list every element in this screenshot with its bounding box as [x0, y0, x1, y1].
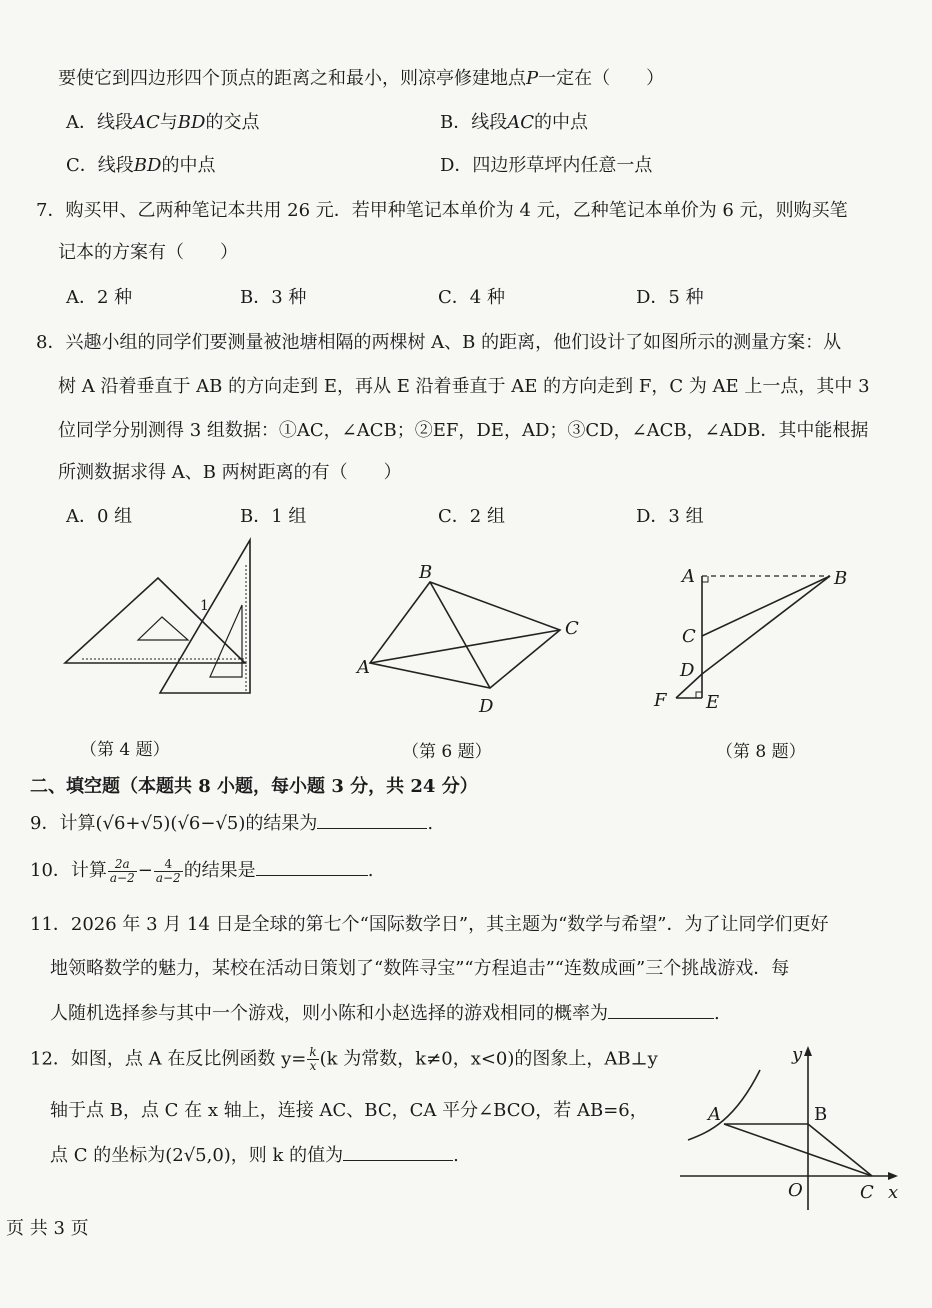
figure-4-set-squares — [60, 535, 260, 705]
q12-line-2: 轴于点 B，点 C 在 x 轴上，连接 AC、BC，CA 平分∠BCO，若 AB=6， — [50, 1100, 648, 1121]
q6-option-d: D．四边形草坪内任意一点 — [440, 155, 653, 176]
q6-option-b: B．线段AC的中点 — [440, 112, 589, 133]
q6-option-a: A．线段AC与BD的交点 — [66, 112, 260, 133]
q10-fraction-2: $\frac{4}{a-2}$ — [155, 856, 181, 885]
q8-line-1: 8．兴趣小组的同学们要测量被池塘相隔的两棵树 A、B 的距离，他们设计了如图所示的测量方案：从 — [36, 332, 842, 353]
figure-12-coordinate-diagram — [680, 1040, 910, 1215]
q12-fraction: $\frac{k}{x}$ — [309, 1045, 317, 1073]
q10-answer-blank[interactable] — [256, 855, 368, 876]
figure-12-label-y: y — [792, 1044, 803, 1065]
figure-8-label-c: C — [682, 626, 696, 647]
figure-12-label-o: O — [788, 1180, 803, 1201]
figure-8-measurement-diagram — [650, 560, 860, 720]
q10: 10．计算 $\frac{2a}{a-2}$ − $\frac{4}{a-2}$ 的结果是 . — [30, 856, 374, 885]
q8-option-b: B．1 组 — [240, 506, 307, 527]
q9-answer-blank[interactable] — [317, 808, 427, 829]
q11-line-3: 人随机选择参与其中一个游戏，则小陈和小赵选择的游戏相同的概率为 . — [50, 998, 720, 1027]
q8-line-2: 树 A 沿着垂直于 AB 的方向走到 E，再从 E 沿着垂直于 AE 的方向走到 F，C 为 AE 上一点，其中 3 — [58, 376, 870, 397]
figure-8-label-b: B — [834, 568, 848, 589]
q7-option-b: B．3 种 — [240, 287, 307, 308]
q7-option-d: D．5 种 — [636, 287, 704, 308]
figure-8-caption: （第 8 题） — [716, 742, 806, 762]
figure-8-label-e: E — [706, 692, 720, 713]
q12-line-1: 12．如图，点 A 在反比例函数 y= $\frac{k}{x}$ (k 为常数，k≠0，x<0)的图象上，AB⊥y — [30, 1045, 658, 1073]
q9: 9．计算(√6+√5)(√6−√5)的结果为 . — [30, 808, 433, 837]
q7-line-2: 记本的方案有（ ） — [58, 242, 238, 263]
figure-6-label-c: C — [565, 618, 579, 639]
figure-8-label-d: D — [680, 660, 695, 681]
q6-option-c: C．线段BD的中点 — [66, 155, 216, 176]
figure-6-caption: （第 6 题） — [402, 742, 492, 762]
q7-option-c: C．4 种 — [438, 287, 505, 308]
q11-line-1: 11．2026 年 3 月 14 日是全球的第七个“国际数学日”，其主题为“数学与希望”．为了让同学们更好 — [30, 914, 829, 935]
q6-stem: 要使它到四边形四个顶点的距离之和最小，则凉亭修建地点P一定在（ ） — [58, 68, 665, 89]
page-footer: 页 共 3 页 — [6, 1218, 89, 1239]
figure-12-label-c: C — [860, 1182, 874, 1203]
figure-6-quadrilateral — [355, 560, 595, 720]
q8-line-4: 所测数据求得 A、B 两树距离的有（ ） — [58, 462, 402, 483]
q9-expression: (√6+√5)(√6−√5) — [95, 813, 246, 834]
q7-option-a: A．2 种 — [66, 287, 133, 308]
figure-8-label-a: A — [682, 566, 695, 587]
q7-line-1: 7．购买甲、乙两种笔记本共用 26 元．若甲种笔记本单价为 4 元，乙种笔记本单价为 6 元，则购买笔 — [36, 200, 848, 221]
figure-12-label-x: x — [888, 1182, 899, 1203]
q8-option-c: C．2 组 — [438, 506, 505, 527]
q8-option-d: D．3 组 — [636, 506, 704, 527]
figure-6-label-a: A — [357, 657, 370, 678]
q8-line-3: 位同学分别测得 3 组数据：①AC，∠ACB；②EF，DE，AD；③CD，∠ACB，∠ADB．其中能根据 — [58, 420, 869, 441]
figure-4-angle-label: 1 — [200, 598, 209, 614]
figure-12-label-b: B — [814, 1104, 828, 1125]
q8-option-a: A．0 组 — [66, 506, 133, 527]
figure-6-label-d: D — [479, 696, 494, 717]
q11-line-2: 地领略数学的魅力，某校在活动日策划了“数阵寻宝”“方程追击”“连数成画”三个挑战游戏．每 — [50, 958, 790, 979]
q12-line-3: 点 C 的坐标为(2√5,0)，则 k 的值为 . — [50, 1140, 459, 1169]
section-2-heading: 二、填空题（本题共 8 小题，每小题 3 分，共 24 分） — [30, 776, 478, 797]
figure-12-label-a: A — [708, 1104, 721, 1125]
q11-answer-blank[interactable] — [608, 998, 714, 1019]
figure-6-label-b: B — [419, 562, 433, 583]
q12-answer-blank[interactable] — [343, 1140, 453, 1161]
figure-4-caption: （第 4 题） — [80, 740, 170, 760]
q10-fraction-1: $\frac{2a}{a-2}$ — [109, 856, 135, 885]
figure-8-label-f: F — [654, 690, 667, 711]
